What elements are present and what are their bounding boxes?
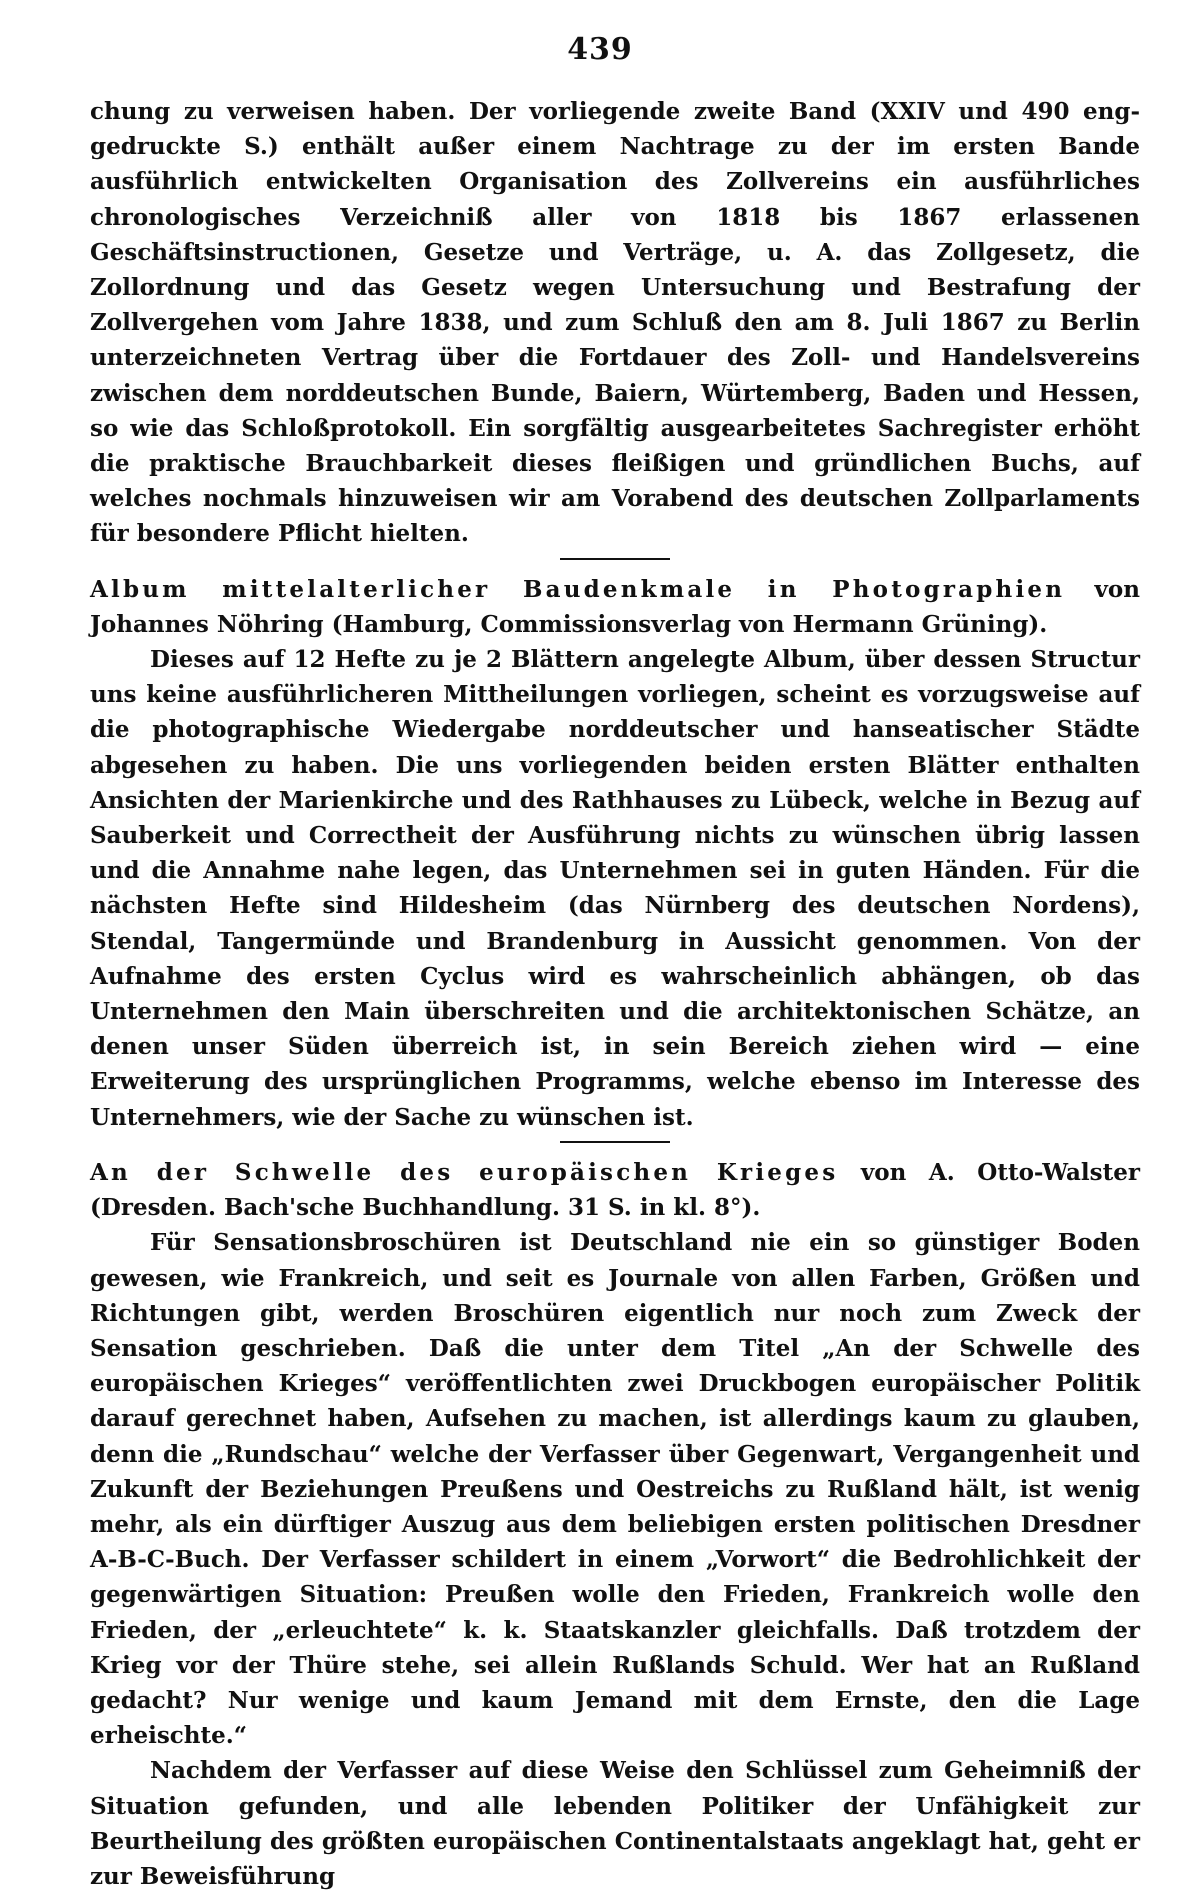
review-heading-album <box>90 572 1140 642</box>
review-bibliographic-schwelle: von A. Otto-Walster (Dresden. Bach'sche Buchhandlung. 31 S. in kl. 8°). <box>90 1158 1140 1222</box>
review-paragraph-schwelle-2: Nachdem der Verfasser auf diese Weise den Schlüssel zum Geheimniß der Situation gefunden, und alle lebenden Politiker der Unfähigkeit zur Beurtheilung des größten europäischen Continentalstaats angeklagt hat, geht er zur Beweisführung <box>90 1757 1140 1890</box>
review-title-schwelle: An der Schwelle des europäischen Krieges <box>90 1158 839 1186</box>
section-divider <box>560 1141 670 1143</box>
review-heading-schwelle <box>90 1155 1140 1225</box>
review-paragraph-schwelle-1: Für Sensationsbroschüren ist Deutschland nie ein so günstiger Boden gewesen, wie Frankreich, und seit es Journale von allen Farben, Größen und Richtungen gibt, werden Broschüren eigentlich nur noch zum Zweck der Sensation geschrieben. Daß die unter dem Titel „An der Schwelle des europäischen Krieges“ veröffentlichten zwei Druckbogen europäischer Politik darauf gerechnet haben, Aufsehen zu machen, ist allerdings kaum zu glauben, denn die „Rundschau“ welche der Verfasser über Gegenwart, Vergangenheit und Zukunft der Beziehungen Preußens und Oestreichs zu Rußland hält, ist wenig mehr, als ein dürftiger Auszug aus dem beliebigen ersten politischen Dresdner A-B-C-Buch. Der Verfasser schildert in einem „Vorwort“ die Bedrohlichkeit der gegenwärtigen Situation: Preußen wolle den Frieden, Frankreich wolle den Frieden, der „erleuchtete“ k. k. Staatskanzler gleichfalls. Daß trotzdem der Krieg vor der Thüre stehe, sei allein Rußlands Schuld. Wer hat an Rußland gedacht? Nur wenige und kaum Jemand mit dem Ernste, den die Lage erheischte.“ <box>90 1229 1140 1750</box>
page-number: 439 <box>567 32 633 67</box>
review-paragraph-album: Dieses auf 12 Hefte zu je 2 Blättern angelegte Album, über dessen Structur uns keine ausführlicheren Mittheilungen vorliegen, scheint es vorzugsweise auf die photographische Wiedergabe norddeutscher und hanseatischer Städte abgesehen zu haben. Die uns vorliegenden beiden ersten Blätter enthalten Ansichten der Marienkirche und des Rathhauses zu Lübeck, welche in Bezug auf Sauberkeit und Correctheit der Ausführung nichts zu wünschen übrig lassen und die Annahme nahe legen, das Unternehmen sei in guten Händen. Für die nächsten Hefte sind Hildesheim (das Nürnberg des deutschen Nordens), Stendal, Tangermünde und Brandenburg in Aussicht genommen. Von der Aufnahme des ersten Cyclus wird es wahrscheinlich abhängen, ob das Unternehmen den Main überschreiten und die architektonischen Schätze, an denen unser Süden überreich ist, in sein Bereich ziehen wird — eine Erweiterung des ursprünglichen Programms, welche ebenso im Interesse des Unternehmers, wie der Sache zu wünschen ist. <box>90 646 1140 1131</box>
review-bibliographic-album: von Johannes Nöhring (Hamburg, Commissionsverlag von Hermann Grüning). <box>90 575 1140 638</box>
section-divider <box>560 558 670 560</box>
page-body <box>90 94 1140 1894</box>
review-title-album: Album mittelalterlicher Baudenkmale in Photographien <box>90 575 1066 603</box>
continuation-paragraph: chung zu verweisen haben. Der vorliegende zweite Band (XXIV und 490 eng-gedruckte S.) enthält außer einem Nachtrage zu der im ersten Bande ausführlich entwickelten Organisation des Zollvereins ein ausführliches chronologisches Verzeichniß aller von 1818 bis 1867 erlassenen Geschäftsinstructionen, Gesetze und Verträge, u. A. das Zollgesetz, die Zollordnung und das Gesetz wegen Untersuchung und Bestrafung der Zollvergehen vom Jahre 1838, und zum Schluß den am 8. Juli 1867 zu Berlin unterzeichneten Vertrag über die Fortdauer des Zoll- und Handelsvereins zwischen dem norddeutschen Bunde, Baiern, Würtemberg, Baden und Hessen, so wie das Schloßprotokoll. Ein sorgfältig ausgearbeitetes Sachregister erhöht die praktische Brauchbarkeit dieses fleißigen und gründlichen Buchs, auf welches nochmals hinzuweisen wir am Vorabend des deutschen Zollparlaments für besondere Pflicht hielten. <box>90 98 1140 548</box>
